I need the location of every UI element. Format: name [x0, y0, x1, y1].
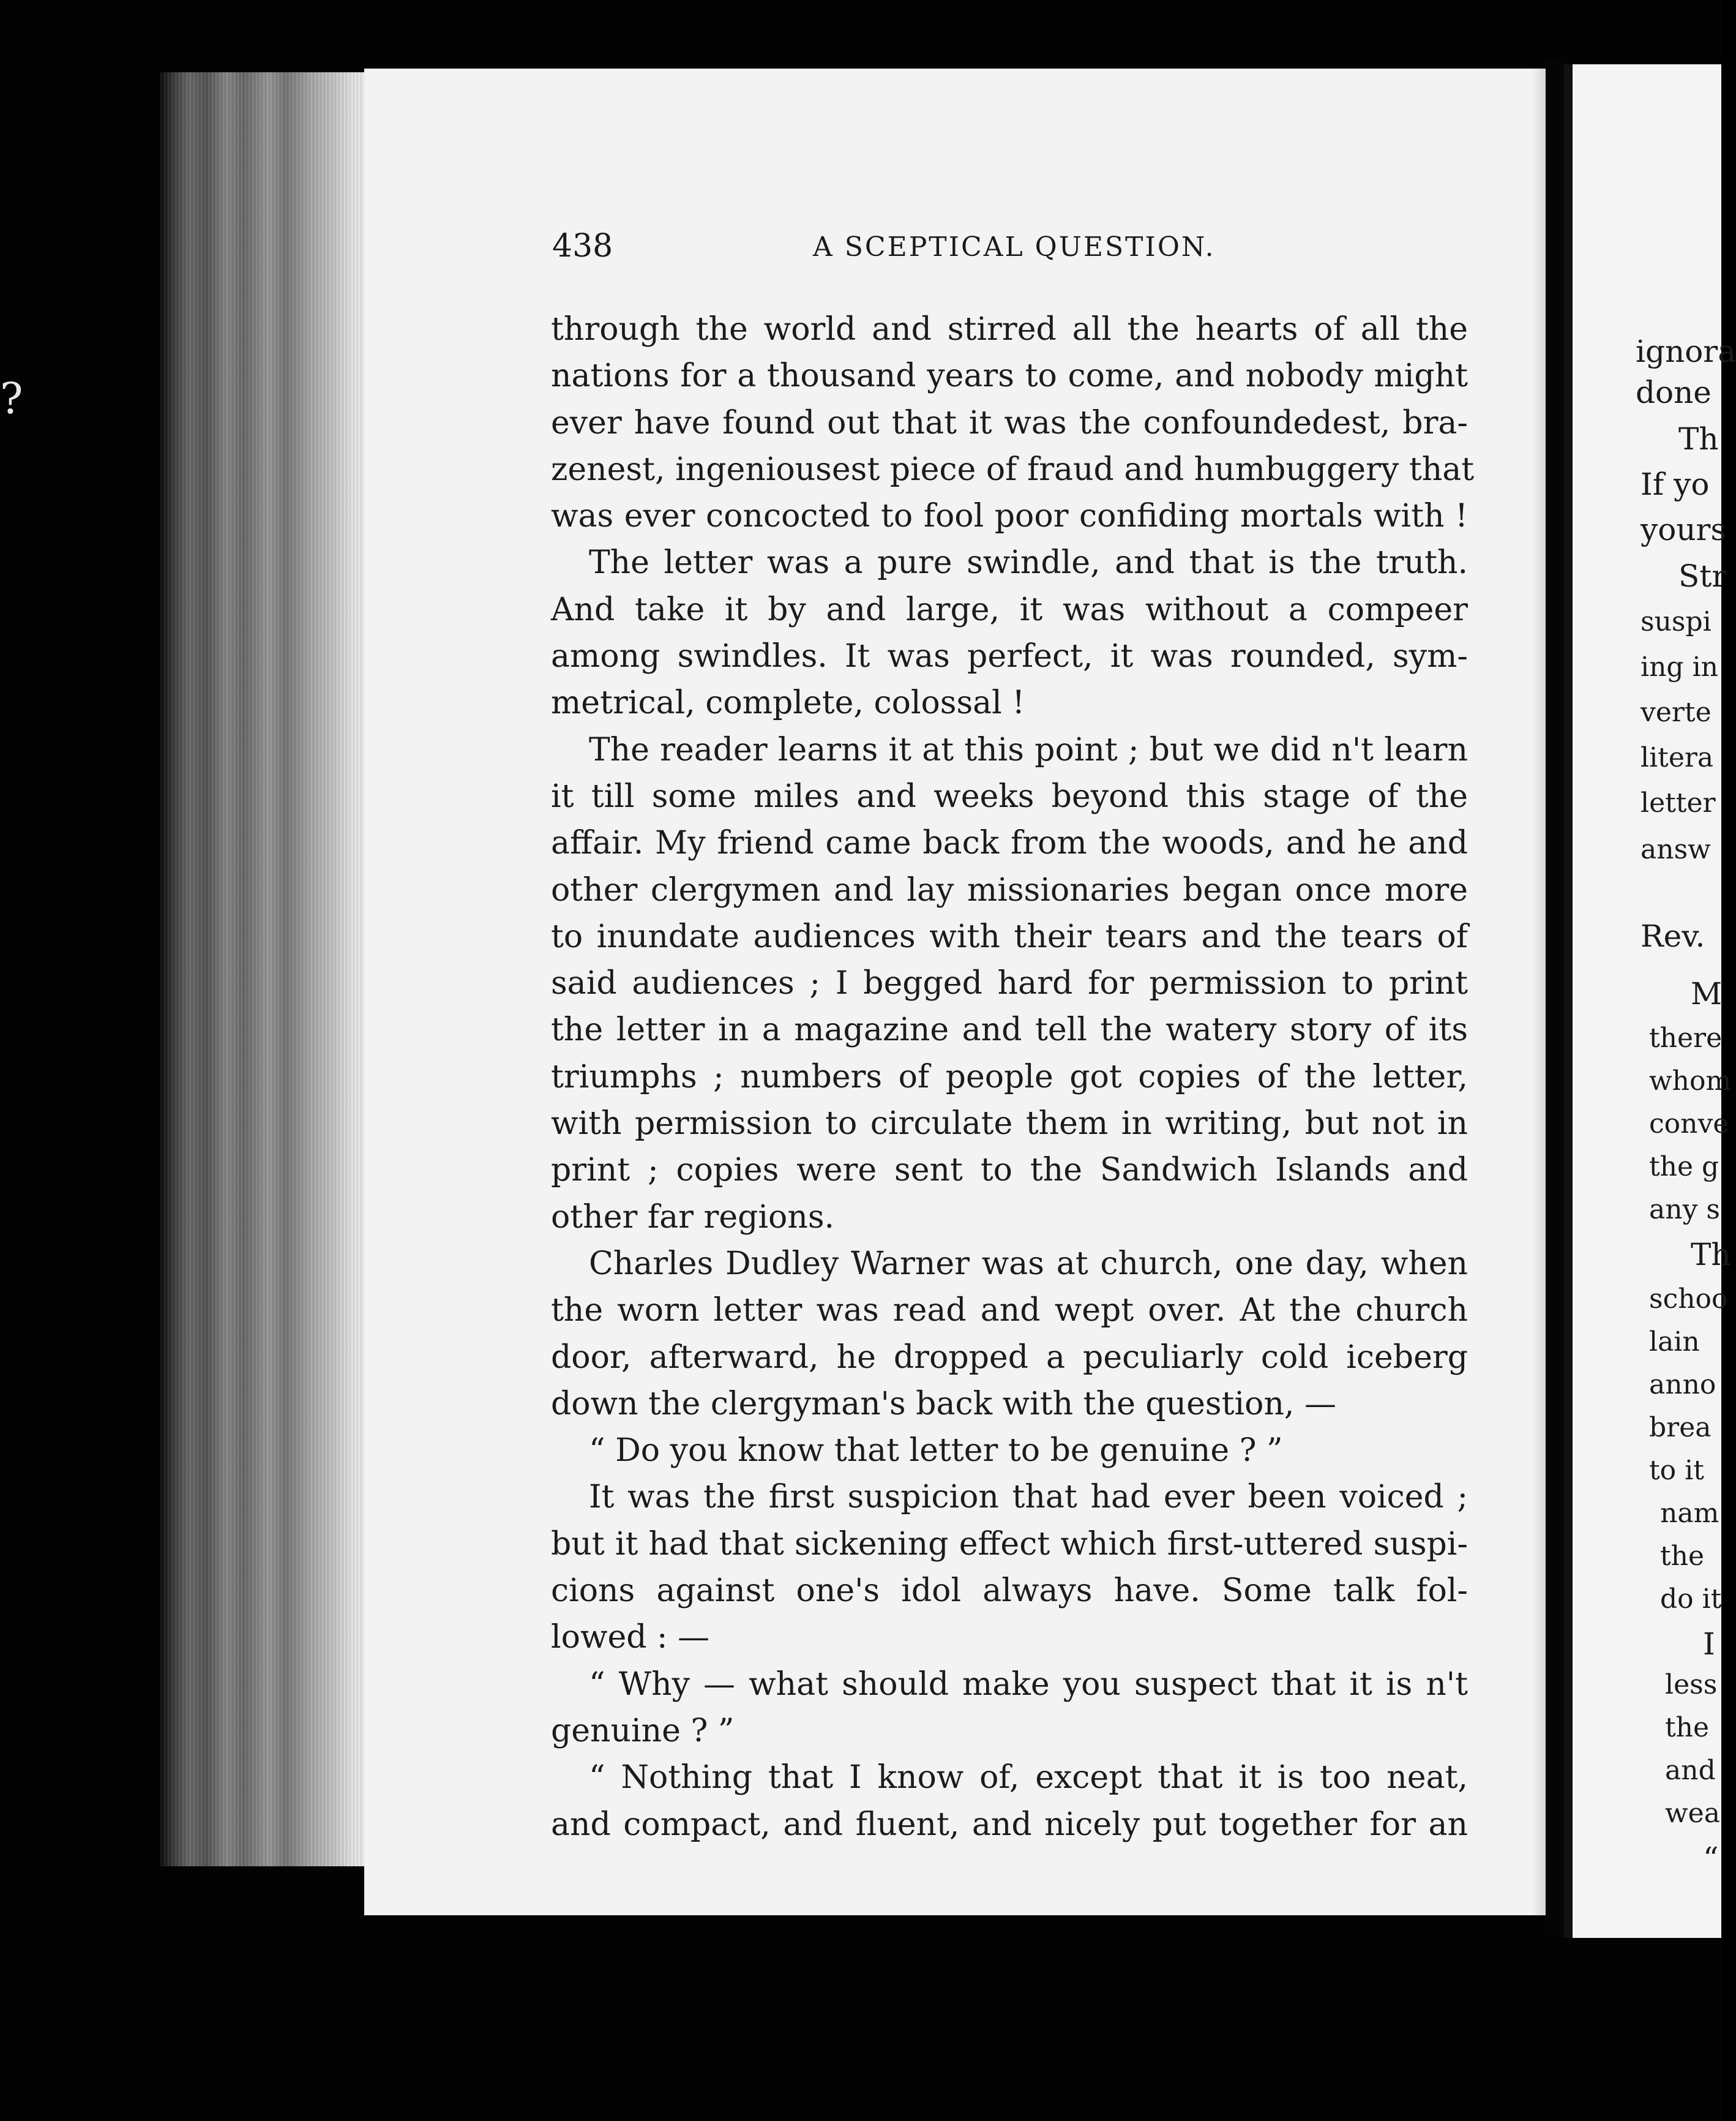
edge-mark: ? — [0, 374, 23, 424]
facing-text-fragment: there — [1649, 1023, 1723, 1054]
text-line: down the clergyman's back with the question, — — [551, 1385, 1336, 1422]
text-line: through the world and stirred all the hearts of all the — [551, 311, 1468, 348]
facing-text-fragment: wea — [1665, 1798, 1720, 1829]
book-gutter — [1546, 61, 1564, 1935]
text-line: it till some miles and weeks beyond this stage of the — [551, 778, 1468, 815]
facing-text-fragment: Th — [1691, 1237, 1731, 1272]
facing-text-fragment: the — [1660, 1541, 1705, 1572]
facing-text-fragment: ing in — [1641, 651, 1718, 683]
text-line: but it had that sickening effect which first-uttered suspi- — [551, 1525, 1468, 1563]
text-line: the worn letter was read and wept over. At the church — [551, 1292, 1468, 1329]
facing-text-fragment: suspi — [1641, 606, 1712, 637]
text-line: zenest, ingeniousest piece of fraud and humbuggery that — [551, 451, 1475, 488]
facing-text-fragment: do it — [1660, 1583, 1722, 1615]
facing-text-fragment: less — [1665, 1669, 1718, 1700]
running-head: A SCEPTICAL QUESTION. — [813, 231, 1216, 263]
facing-text-fragment: brea — [1649, 1412, 1712, 1443]
facing-text-fragment: I — [1703, 1626, 1715, 1662]
text-line: other far regions. — [551, 1198, 835, 1236]
facing-text-fragment: Th — [1678, 421, 1719, 457]
text-line: to inundate audiences with their tears and the tears of — [551, 918, 1468, 955]
text-line: said audiences ; I begged hard for permission to print — [551, 965, 1468, 1002]
facing-text-fragment: schoo — [1649, 1283, 1728, 1315]
facing-text-fragment: any s — [1649, 1194, 1720, 1225]
facing-text-fragment: conve — [1649, 1108, 1729, 1139]
facing-text-fragment: done — [1636, 375, 1712, 410]
text-line: triumphs ; numbers of people got copies of the letter, — [551, 1058, 1468, 1095]
text-line: and compact, and fluent, and nicely put together for an — [551, 1806, 1468, 1843]
body-text — [551, 306, 1475, 1848]
text-line: cions against one's idol always have. Some talk fol- — [551, 1572, 1468, 1610]
facing-text-fragment: whom — [1649, 1065, 1732, 1097]
text-line: “ Do you know that letter to be genuine ? ” — [589, 1432, 1283, 1470]
text-line: print ; copies were sent to the Sandwich Islands and — [551, 1152, 1468, 1189]
text-line: Charles Dudley Warner was at church, one day, when — [589, 1245, 1468, 1282]
text-line: other clergymen and lay missionaries began once more — [551, 871, 1468, 909]
text-line: And take it by and large, it was without a compeer — [551, 591, 1468, 628]
facing-text-fragment: and — [1665, 1755, 1716, 1786]
facing-text-fragment: litera — [1641, 742, 1714, 773]
facing-page-text — [1636, 0, 1736, 2121]
facing-text-fragment: the g — [1649, 1151, 1719, 1182]
facing-text-fragment: to it — [1649, 1455, 1704, 1486]
page-number: 438 — [552, 228, 613, 265]
facing-text-fragment: M — [1691, 976, 1723, 1012]
text-line: The letter was a pure swindle, and that is the truth. — [589, 544, 1468, 582]
facing-text-fragment: ignora — [1636, 334, 1736, 369]
text-line: metrical, complete, colossal ! — [551, 685, 1025, 722]
text-line: lowed : — — [551, 1619, 710, 1656]
text-line: among swindles. It was perfect, it was rounded, sym- — [551, 638, 1468, 675]
facing-text-fragment: lain — [1649, 1326, 1700, 1357]
facing-text-fragment: Rev. — [1641, 918, 1705, 954]
text-line: ever have found out that it was the confoundedest, bra- — [551, 404, 1468, 441]
facing-text-fragment: answ — [1641, 834, 1711, 865]
text-line: the letter in a magazine and tell the watery story of its — [551, 1012, 1468, 1049]
facing-text-fragment: yours — [1641, 512, 1727, 547]
facing-text-fragment: anno — [1649, 1369, 1716, 1400]
text-line: with permission to circulate them in writing, but not in — [551, 1105, 1468, 1143]
facing-text-fragment: the — [1665, 1712, 1710, 1743]
facing-text-fragment: If yo — [1641, 467, 1710, 502]
text-line: genuine ? ” — [551, 1712, 735, 1749]
facing-text-fragment: letter — [1641, 787, 1716, 819]
text-line: was ever concocted to fool poor confiding mortals with ! — [551, 498, 1468, 535]
text-line: affair. My friend came back from the woods, and he and — [551, 825, 1468, 862]
text-line: The reader learns it at this point ; but we did n't learn — [589, 731, 1468, 768]
facing-text-fragment: “ — [1703, 1841, 1719, 1876]
book-page-edges — [160, 72, 369, 1866]
text-line: “ Nothing that I know of, except that it is too neat, — [589, 1759, 1468, 1796]
text-line: It was the first suspicion that had ever been voiced ; — [589, 1479, 1468, 1516]
text-line: nations for a thousand years to come, and nobody might — [551, 358, 1468, 395]
facing-text-fragment: Str — [1678, 558, 1727, 594]
facing-text-fragment: nam — [1660, 1498, 1719, 1529]
text-line: “ Why — what should make you suspect that it is n't — [589, 1665, 1468, 1703]
facing-text-fragment: verte — [1641, 697, 1712, 728]
text-line: door, afterward, he dropped a peculiarly cold iceberg — [551, 1338, 1468, 1376]
